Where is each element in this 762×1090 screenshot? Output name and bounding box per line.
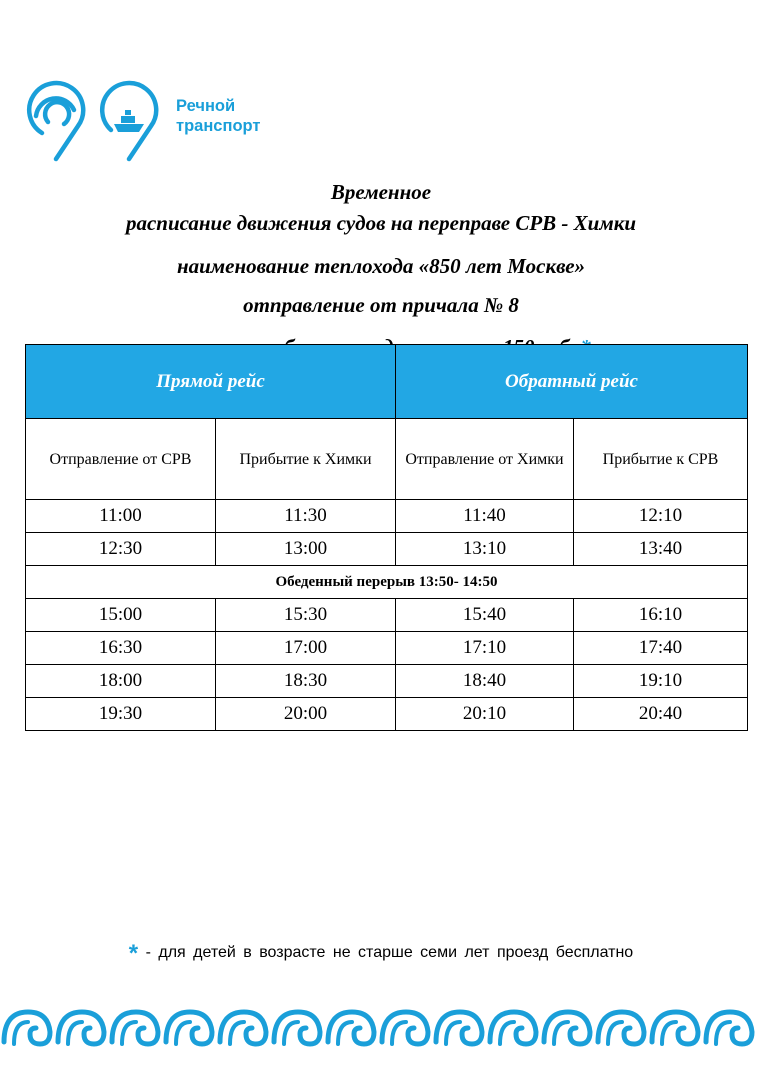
title-line-1: Временное (330, 180, 432, 204)
time-cell: 20:10 (396, 698, 574, 731)
brand-name (176, 96, 260, 136)
table-row (26, 599, 748, 632)
time-cell: 11:00 (26, 500, 216, 533)
brand-line-2: транспорт (176, 117, 261, 135)
time-cell: 13:40 (574, 533, 748, 566)
wave-border-decoration (0, 1004, 762, 1064)
river-transport-logo-icon (26, 86, 171, 164)
schedule-table (25, 344, 748, 731)
time-cell: 20:00 (216, 698, 396, 731)
time-cell: 11:40 (396, 500, 574, 533)
logo (26, 86, 286, 164)
footnote-text: - для детей в возрасте не старше семи лет проезд бесплатно (145, 944, 634, 961)
vessel-name: наименование теплохода «850 лет Москве» (176, 254, 586, 278)
time-cell: 15:40 (396, 599, 574, 632)
time-cell: 18:00 (26, 665, 216, 698)
table-row (26, 665, 748, 698)
table-row (26, 500, 748, 533)
time-cell: 13:10 (396, 533, 574, 566)
time-cell: 16:30 (26, 632, 216, 665)
time-cell: 19:10 (574, 665, 748, 698)
column-header: Отправление от Химки (396, 419, 574, 500)
time-cell: 12:30 (26, 533, 216, 566)
brand-line-1: Речной (176, 97, 236, 115)
time-cell: 12:10 (574, 500, 748, 533)
time-cell: 20:40 (574, 698, 748, 731)
footnote (0, 940, 762, 968)
time-cell: 17:10 (396, 632, 574, 665)
time-cell: 13:00 (216, 533, 396, 566)
time-cell: 16:10 (574, 599, 748, 632)
direction-header-row (26, 345, 748, 419)
time-cell: 19:30 (26, 698, 216, 731)
lunch-break: Обеденный перерыв 13:50- 14:50 (26, 566, 748, 599)
time-cell: 15:00 (26, 599, 216, 632)
time-cell: 15:30 (216, 599, 396, 632)
time-cell: 11:30 (216, 500, 396, 533)
time-cell: 18:30 (216, 665, 396, 698)
time-cell: 17:00 (216, 632, 396, 665)
table-row (26, 533, 748, 566)
table-row (26, 632, 748, 665)
lunch-break-row (26, 566, 748, 599)
footnote-star: * (128, 940, 139, 967)
header-return-trip: Обратный рейс (396, 345, 748, 419)
column-header: Прибытие к СРВ (574, 419, 748, 500)
time-cell: 17:40 (574, 632, 748, 665)
column-header-row (26, 419, 748, 500)
column-header: Прибытие к Химки (216, 419, 396, 500)
pier-info: отправление от причала № 8 (243, 293, 519, 317)
table-row (26, 698, 748, 731)
time-cell: 18:40 (396, 665, 574, 698)
column-header: Отправление от СРВ (26, 419, 216, 500)
title-line-2: расписание движения судов на переправе СРВ - Химки (125, 211, 637, 235)
header-forward-trip: Прямой рейс (26, 345, 396, 419)
